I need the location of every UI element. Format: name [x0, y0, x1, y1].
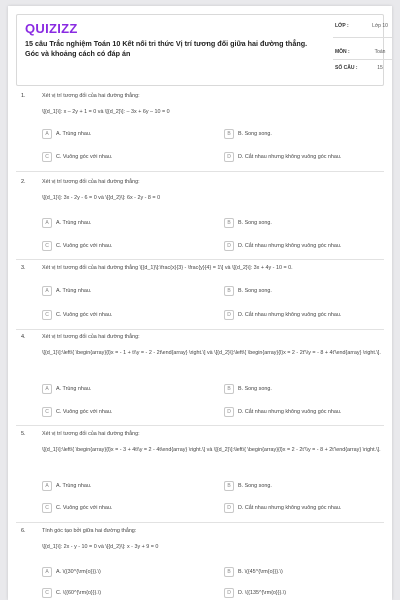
option-letter: B	[224, 481, 234, 491]
question-stem: Tính góc tạo bởi giữa hai đường thẳng:	[42, 528, 137, 534]
option-letter: C	[42, 407, 52, 417]
option-letter: D	[224, 152, 234, 162]
meta-subject-label: MÔN :	[335, 49, 350, 55]
meta-class-value: Lớp 10	[372, 23, 388, 29]
option-text: A. Trùng nhau.	[56, 288, 92, 294]
option-text: C. \({60^{\rm{o}}}.\)	[56, 590, 102, 596]
option-text: B. Song song.	[238, 288, 272, 294]
quizizz-logo: QUIZIZZ	[25, 21, 78, 36]
option-text: D. Cắt nhau nhưng không vuông góc nhau.	[238, 243, 342, 249]
option-text: B. Song song.	[238, 220, 272, 226]
option-letter: B	[224, 129, 234, 139]
question-number: 5.	[21, 431, 26, 437]
option-text: A. Trùng nhau.	[56, 386, 92, 392]
meta-class-label: LỚP :	[335, 23, 349, 29]
option-text: A. Trùng nhau.	[56, 483, 92, 489]
option-text: B. Song song.	[238, 386, 272, 392]
question-body: \[{d_1}\]: 3x - 2y - 6 = 0 và \[{d_2}\]: 6x - 2y - 8 = 0	[42, 195, 161, 201]
meta-divider	[333, 37, 392, 38]
option-text: C. Vuông góc với nhau.	[56, 409, 113, 415]
option-letter: A	[42, 481, 52, 491]
worksheet-header	[16, 14, 388, 86]
question-3	[16, 265, 384, 329]
worksheet-page	[8, 6, 392, 600]
option-letter: A	[42, 286, 52, 296]
option-text: B. \({45^{\rm{o}}}.\)	[238, 569, 283, 575]
question-stem: Xét vị trí tương đối của hai đường thẳng:	[42, 334, 140, 340]
question-number: 1.	[21, 93, 26, 99]
meta-count-value: 15	[377, 65, 383, 71]
option-letter: A	[42, 567, 52, 577]
option-text: A. Trùng nhau.	[56, 131, 92, 137]
question-body: \[{d_1}\]:\left\{ \begin{array}{l}x = - 3 + 4t\\y = 2 - 4t\end{array} \right.\] và \[{d_2}\]:\left\{ \begin{array}{l}x = 2 - 2t'\\y = - 8 + 2t'\end{array} \right.\].	[42, 447, 381, 453]
option-text: A. Trùng nhau.	[56, 220, 92, 226]
option-text: B. Song song.	[238, 131, 272, 137]
meta-divider	[333, 59, 392, 60]
option-letter: D	[224, 503, 234, 513]
question-stem: Xét vị trí tương đối của hai đường thẳng:	[42, 431, 140, 437]
option-text: D. Cắt nhau nhưng không vuông góc nhau.	[238, 409, 342, 415]
option-letter: C	[42, 503, 52, 513]
question-4	[16, 334, 384, 424]
option-letter: C	[42, 588, 52, 598]
question-number: 3.	[21, 265, 26, 271]
option-letter: C	[42, 241, 52, 251]
option-text: C. Vuông góc với nhau.	[56, 243, 113, 249]
question-2	[16, 179, 384, 259]
option-letter: C	[42, 310, 52, 320]
option-letter: D	[224, 407, 234, 417]
question-divider	[16, 522, 384, 523]
question-number: 2.	[21, 179, 26, 185]
option-text: D. Cắt nhau nhưng không vuông góc nhau.	[238, 154, 342, 160]
option-letter: D	[224, 241, 234, 251]
question-divider	[16, 425, 384, 426]
option-text: D. Cắt nhau nhưng không vuông góc nhau.	[238, 312, 342, 318]
option-letter: A	[42, 384, 52, 394]
option-text: C. Vuông góc với nhau.	[56, 312, 113, 318]
meta-count-label: SỐ CÂU :	[335, 65, 358, 71]
option-letter: D	[224, 310, 234, 320]
question-number: 4.	[21, 334, 26, 340]
question-6	[16, 528, 384, 600]
question-divider	[16, 171, 384, 172]
option-letter: B	[224, 286, 234, 296]
question-body: \[{d_1}\]: x – 2y + 1 = 0 và \[{d_2}\]: – 3x + 6y – 10 = 0	[42, 109, 170, 115]
question-1	[16, 93, 384, 173]
question-body: \[{d_1}\]: 2x - y - 10 = 0 và \[{d_2}\]: x - 3y + 9 = 0	[42, 544, 159, 550]
option-letter: B	[224, 218, 234, 228]
worksheet-title: 15 câu Trắc nghiệm Toán 10 Kết nối tri thức Vị trí tương đối giữa hai đường thẳng. Góc và khoảng cách có đáp án	[25, 39, 308, 59]
option-letter: B	[224, 567, 234, 577]
question-number: 6.	[21, 528, 26, 534]
question-divider	[16, 259, 384, 260]
question-stem: Xét vị trí tương đối của hai đường thẳng \[{d_1}\]:\frac{x}{3} - \frac{y}{4} = 1\] và \[{d_2}\]: 3x + 4y - 10 = 0.	[42, 265, 293, 271]
option-text: C. Vuông góc với nhau.	[56, 154, 113, 160]
question-divider	[16, 329, 384, 330]
option-letter: A	[42, 129, 52, 139]
option-letter: C	[42, 152, 52, 162]
meta-subject-value: Toán	[374, 49, 386, 55]
question-5	[16, 431, 384, 521]
question-stem: Xét vị trí tương đối của hai đường thẳng:	[42, 93, 140, 99]
option-text: D. \({135^{\rm{o}}}.\)	[238, 590, 287, 596]
option-letter: D	[224, 588, 234, 598]
question-body: \[{d_1}\]:\left\{ \begin{array}{l}x = - 1 + t\\y = - 2 - 2t\end{array} \right.\] và \[{d_2}\]:\left\{ \begin{array}{l}x = 2 - 2t'\\y = - 8 + 4t'\end{array} \right.\].	[42, 350, 381, 356]
question-stem: Xét vị trí tương đối của hai đường thẳng:	[42, 179, 140, 185]
option-text: A. \({30^{\rm{o}}}.\)	[56, 569, 101, 575]
option-text: D. Cắt nhau nhưng không vuông góc nhau.	[238, 505, 342, 511]
option-letter: A	[42, 218, 52, 228]
option-text: C. Vuông góc với nhau.	[56, 505, 113, 511]
option-letter: B	[224, 384, 234, 394]
option-text: B. Song song.	[238, 483, 272, 489]
